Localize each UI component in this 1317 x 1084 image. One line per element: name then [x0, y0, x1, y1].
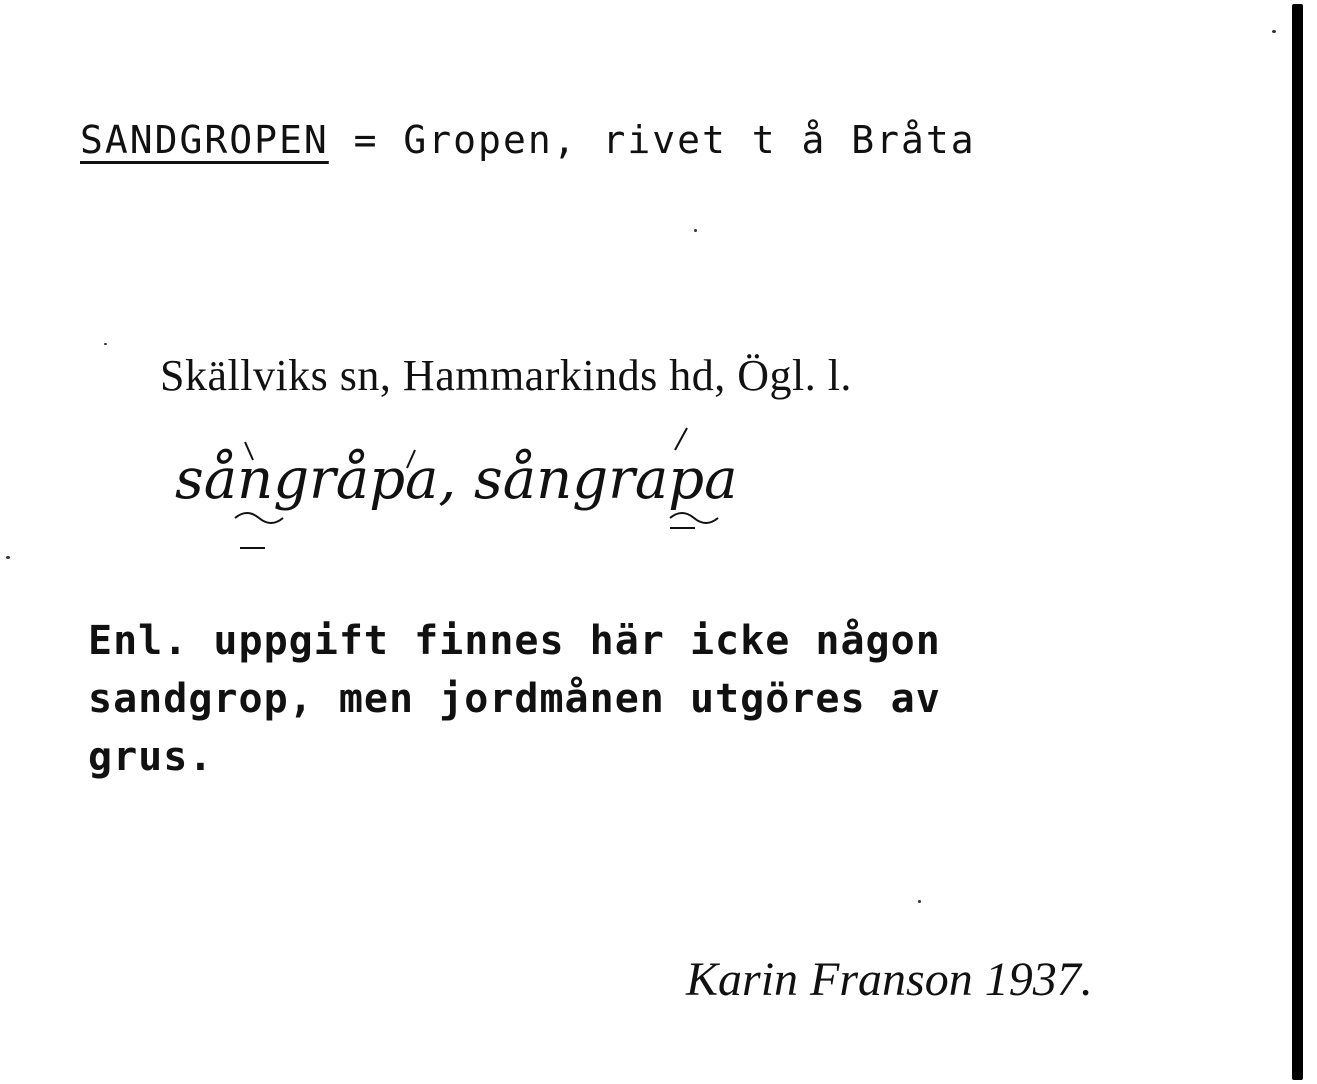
handwritten-forms: [165, 420, 945, 560]
handwriting-mark: [235, 513, 283, 523]
scan-speck: [694, 229, 697, 232]
definition: = Gropen, rivet t å Bråta: [353, 118, 976, 162]
scan-speck: [104, 343, 107, 345]
handwritten-forms-text: sångråpa, sångrapa: [175, 447, 738, 512]
headword-line: [80, 118, 976, 162]
handwriting-mark: [670, 513, 718, 523]
headword: SANDGROPEN: [80, 118, 329, 162]
scan-speck: [6, 556, 10, 559]
location-line: Skällviks sn, Hammarkinds hd, Ögl. l.: [160, 351, 852, 400]
scan-speck: [1272, 30, 1276, 33]
note-line: sandgrop, men jordmånen utgöres av: [88, 676, 941, 722]
note: [88, 612, 941, 786]
note-line: Enl. uppgift finnes här icke någon: [88, 618, 941, 664]
card-edge-line: [1292, 4, 1303, 1080]
signature: Karin Franson 1937.: [686, 953, 1093, 1006]
scan-speck: [918, 900, 921, 903]
note-line: grus.: [88, 734, 214, 780]
